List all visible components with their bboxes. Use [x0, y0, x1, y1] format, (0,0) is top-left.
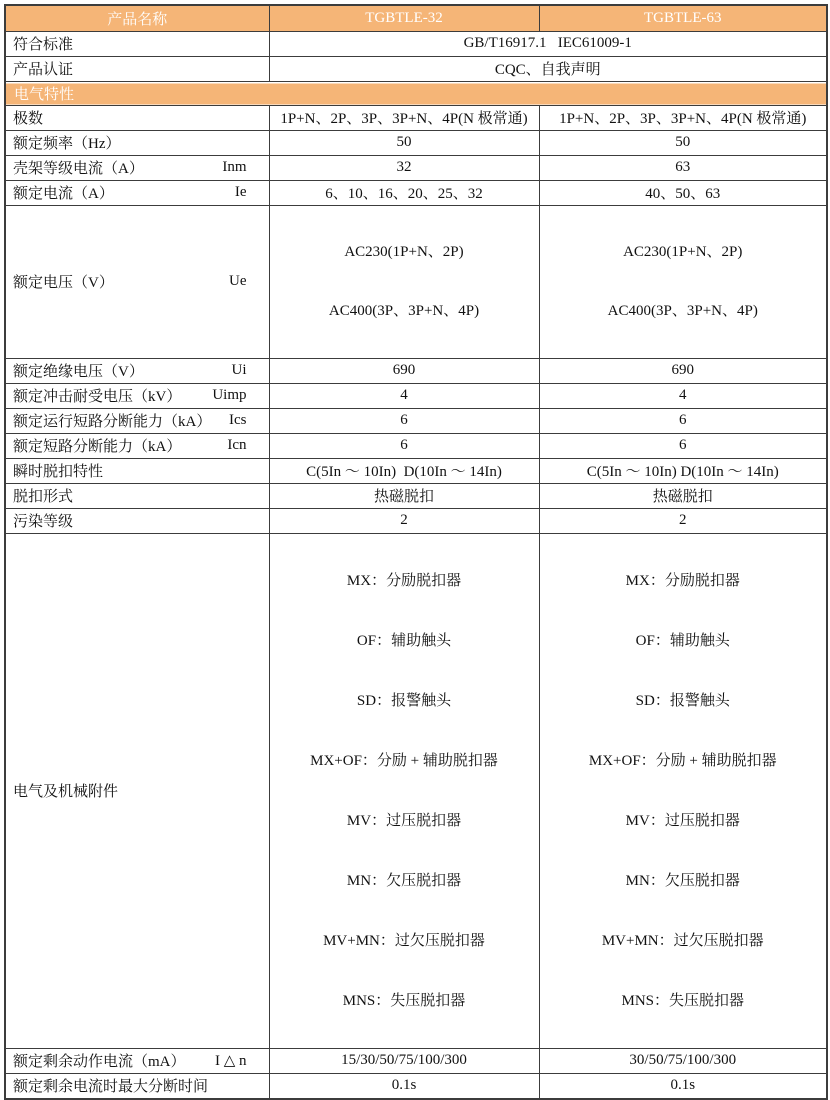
- accessory-item: MX：分励脱扣器: [625, 572, 740, 589]
- service-breaking-value-63: 6: [539, 408, 827, 433]
- impulse-voltage-value-32: 4: [269, 383, 539, 408]
- service-breaking-label-cell: [5, 408, 269, 433]
- accessory-item: MV+MN：过欠压脱扣器: [601, 932, 764, 949]
- rated-voltage-32-line1: AC230(1P+N、2P): [344, 243, 464, 260]
- rated-voltage-row: [5, 205, 827, 358]
- trip-type-label: 脱扣形式: [5, 483, 269, 508]
- rated-current-value-63: 40、50、63: [539, 180, 827, 205]
- max-breaking-time-value-32: 0.1s: [269, 1073, 539, 1099]
- insulation-voltage-label: 额定绝缘电压（V）: [13, 364, 144, 380]
- model-63-header: TGBTLE-63: [539, 5, 827, 31]
- residual-current-label: 额定剩余动作电流（mA）: [13, 1054, 186, 1070]
- accessory-item: MV：过压脱扣器: [625, 812, 740, 829]
- residual-current-symbol: I △ n: [214, 1053, 247, 1069]
- pollution-label: 污染等级: [5, 508, 269, 533]
- frequency-value-32: 50: [269, 130, 539, 155]
- rated-current-value-32: 6、10、16、20、25、32: [269, 180, 539, 205]
- instant-trip-value-63: C(5In ～ 10In) D(10In ～ 14In): [539, 458, 827, 483]
- residual-current-value-63: 30/50/75/100/300: [539, 1048, 827, 1073]
- poles-label: 极数: [5, 105, 269, 130]
- accessory-item: MN：欠压脱扣器: [625, 872, 740, 889]
- accessory-item: SD：报警触头: [635, 692, 730, 709]
- impulse-voltage-row: [5, 383, 827, 408]
- instant-trip-label: 瞬时脱扣特性: [5, 458, 269, 483]
- service-breaking-symbol: Ics: [229, 412, 247, 428]
- model-32-header: TGBTLE-32: [269, 5, 539, 31]
- electrical-section-title: 电气特性: [5, 81, 827, 105]
- standards-row: [5, 31, 827, 56]
- accessory-item: MX+OF：分励 + 辅助脱扣器: [588, 752, 777, 769]
- service-breaking-row: [5, 408, 827, 433]
- insulation-voltage-symbol: Ui: [231, 362, 247, 378]
- impulse-voltage-value-63: 4: [539, 383, 827, 408]
- pollution-value-63: 2: [539, 508, 827, 533]
- instant-trip-value-32: C(5In ～ 10In) D(10In ～ 14In): [269, 458, 539, 483]
- max-breaking-time-row: [5, 1073, 827, 1099]
- accessory-item: MV+MN：过欠压脱扣器: [323, 932, 485, 949]
- rated-voltage-value-32: [269, 205, 539, 358]
- accessory-item: OF：辅助触头: [356, 632, 452, 649]
- accessories-label: 电气及机械附件: [5, 533, 269, 1048]
- instant-trip-row: [5, 458, 827, 483]
- frame-current-value-63: 63: [539, 155, 827, 180]
- rated-voltage-63-line1: AC230(1P+N、2P): [623, 243, 743, 260]
- max-breaking-time-value-63: 0.1s: [539, 1073, 827, 1099]
- frequency-row: [5, 130, 827, 155]
- max-breaking-time-label: 额定剩余电流时最大分断时间: [5, 1073, 269, 1099]
- certification-row: [5, 56, 827, 81]
- insulation-voltage-value-63: 690: [539, 358, 827, 383]
- poles-value-63: 1P+N、2P、3P、3P+N、4P(N 极常通): [539, 105, 827, 130]
- accessory-item: MNS：失压脱扣器: [621, 992, 744, 1009]
- frame-current-label: 壳架等级电流（A）: [13, 161, 144, 177]
- rated-voltage-symbol: Ue: [229, 273, 247, 289]
- certification-label: 产品认证: [5, 56, 269, 81]
- ultimate-breaking-row: [5, 433, 827, 458]
- residual-current-label-cell: [5, 1048, 269, 1073]
- trip-type-value-32: 热磁脱扣: [269, 483, 539, 508]
- accessory-item: MNS：失压脱扣器: [342, 992, 466, 1009]
- ultimate-breaking-label-cell: [5, 433, 269, 458]
- service-breaking-value-32: 6: [269, 408, 539, 433]
- rated-voltage-value-63: [539, 205, 827, 358]
- frame-current-symbol: Inm: [222, 159, 247, 175]
- poles-value-32: 1P+N、2P、3P、3P+N、4P(N 极常通): [269, 105, 539, 130]
- rated-voltage-63-line2: AC400(3P、3P+N、4P): [607, 302, 758, 319]
- accessory-item: MV：过压脱扣器: [346, 812, 462, 829]
- insulation-voltage-label-cell: [5, 358, 269, 383]
- rated-current-row: [5, 180, 827, 205]
- accessories-value-32: [269, 533, 539, 1048]
- ultimate-breaking-value-32: 6: [269, 433, 539, 458]
- impulse-voltage-symbol: Uimp: [212, 387, 247, 403]
- product-name-header: 产品名称: [5, 5, 269, 31]
- rated-current-label-cell: [5, 180, 269, 205]
- pollution-row: [5, 508, 827, 533]
- rated-current-label: 额定电流（A）: [13, 186, 114, 202]
- certification-value: CQC、自我声明: [269, 56, 827, 81]
- ultimate-breaking-label: 额定短路分断能力（kA）: [13, 439, 182, 455]
- ultimate-breaking-symbol: Icn: [227, 437, 247, 453]
- frequency-value-63: 50: [539, 130, 827, 155]
- insulation-voltage-value-32: 690: [269, 358, 539, 383]
- insulation-voltage-row: [5, 358, 827, 383]
- product-spec-table: [4, 4, 828, 1100]
- frame-current-value-32: 32: [269, 155, 539, 180]
- pollution-value-32: 2: [269, 508, 539, 533]
- header-row: [5, 5, 827, 31]
- trip-type-value-63: 热磁脱扣: [539, 483, 827, 508]
- accessories-row: [5, 533, 827, 1048]
- accessory-item: OF：辅助触头: [635, 632, 730, 649]
- accessories-value-63: [539, 533, 827, 1048]
- rated-current-symbol: Ie: [234, 184, 247, 200]
- impulse-voltage-label-cell: [5, 383, 269, 408]
- accessory-item: MX+OF：分励 + 辅助脱扣器: [310, 752, 498, 769]
- electrical-section-row: [5, 81, 827, 105]
- impulse-voltage-label: 额定冲击耐受电压（kV）: [13, 389, 182, 405]
- trip-type-row: [5, 483, 827, 508]
- poles-row: [5, 105, 827, 130]
- accessory-item: SD：报警触头: [356, 692, 452, 709]
- accessory-item: MX：分励脱扣器: [346, 572, 462, 589]
- accessory-item: MN：欠压脱扣器: [346, 872, 462, 889]
- service-breaking-label: 额定运行短路分断能力（kA）: [13, 414, 212, 430]
- rated-voltage-32-line2: AC400(3P、3P+N、4P): [328, 302, 480, 319]
- standards-value: GB/T16917.1 IEC61009-1: [269, 31, 827, 56]
- rated-voltage-label: 额定电压（V）: [13, 275, 114, 291]
- frame-current-label-cell: [5, 155, 269, 180]
- residual-current-value-32: 15/30/50/75/100/300: [269, 1048, 539, 1073]
- residual-current-row: [5, 1048, 827, 1073]
- rated-voltage-label-cell: [5, 205, 269, 358]
- ultimate-breaking-value-63: 6: [539, 433, 827, 458]
- frequency-label: 额定频率（Hz）: [5, 130, 269, 155]
- frame-current-row: [5, 155, 827, 180]
- standards-label: 符合标准: [5, 31, 269, 56]
